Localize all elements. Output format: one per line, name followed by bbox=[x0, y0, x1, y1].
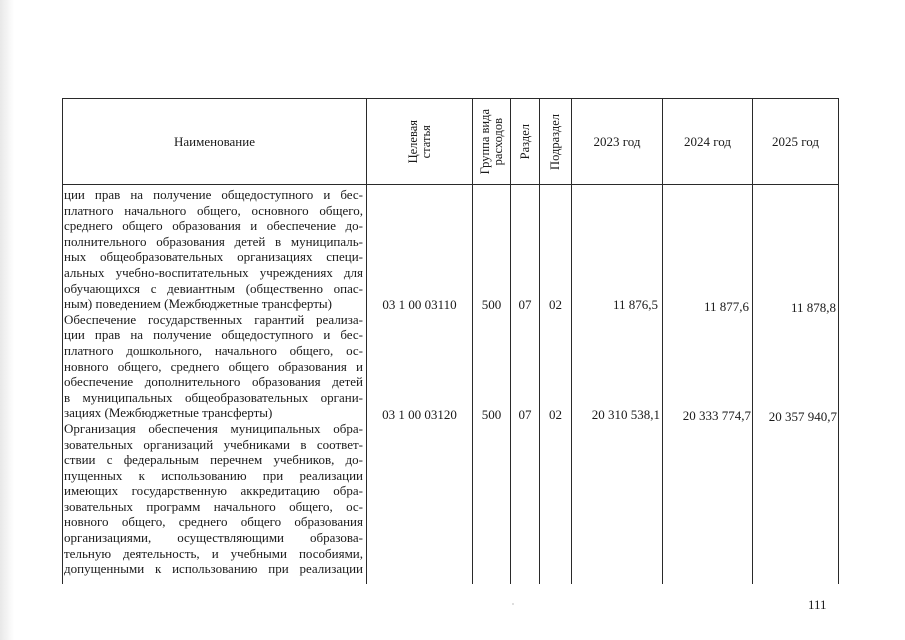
row2-expense-group: 500 bbox=[481, 407, 502, 422]
name-line: организациями, осуществляющими образова- bbox=[64, 530, 363, 546]
row2-2024: 20 333 774,7 bbox=[682, 408, 751, 423]
row1-section: 07 bbox=[518, 297, 532, 312]
name-line: тельную деятельность, и учебными пособиями, bbox=[64, 545, 363, 561]
row2-2023: 20 310 538,1 bbox=[591, 407, 660, 422]
scan-speck bbox=[512, 603, 514, 605]
name-line: обеспечение дополнительного образования детей bbox=[64, 374, 363, 390]
name-line: ным) поведением (Межбюджетные трансферты) bbox=[64, 296, 332, 312]
page-number: 111 bbox=[808, 597, 827, 612]
header-expense-group bbox=[473, 99, 510, 184]
header-subsection bbox=[540, 99, 571, 184]
name-line: зовательных программ начального общего, ос- bbox=[64, 498, 363, 514]
table-border-right bbox=[838, 98, 839, 584]
name-line: ствии с федеральным перечнем учебников, до- bbox=[64, 452, 363, 468]
row2-target-article: 03 1 00 03120 bbox=[382, 407, 457, 422]
name-line: полнительного образования детей в муниципаль- bbox=[64, 233, 363, 249]
header-target-article-label: Целевая статья bbox=[405, 119, 433, 164]
name-line: альных учебно-воспитательных учреждениях для bbox=[64, 264, 363, 280]
header-2024: 2024 год bbox=[684, 133, 731, 149]
row1-2025: 11 878,8 bbox=[790, 300, 836, 315]
name-line: допущенными к использованию при реализации bbox=[64, 561, 363, 577]
row1-2023: 11 876,5 bbox=[612, 297, 658, 312]
row2-subsection: 02 bbox=[549, 407, 562, 422]
row2-section: 07 bbox=[518, 407, 532, 422]
row1-expense-group: 500 bbox=[481, 297, 502, 312]
header-subsection-label: Подраздел bbox=[548, 113, 562, 170]
name-line: платного дошкольного, начального общего, ос- bbox=[64, 342, 363, 358]
name-line: в муниципальных общеобразовательных органи- bbox=[64, 389, 363, 405]
name-line: зациях (Межбюджетные трансферты) bbox=[64, 405, 273, 421]
row1-target-article: 03 1 00 03110 bbox=[382, 297, 457, 312]
header-section bbox=[511, 99, 539, 184]
name-line: ции прав на получение общедоступного и бес- bbox=[64, 187, 363, 202]
name-line: среднего общего образования и обеспечение до- bbox=[64, 218, 363, 234]
name-line: ных общеобразовательных организациях специ- bbox=[64, 249, 363, 265]
name-column-text bbox=[64, 187, 363, 577]
name-line: ции прав на получение общедоступного и бес- bbox=[64, 327, 363, 343]
row1-2024: 11 877,6 bbox=[703, 299, 749, 314]
name-line: имеющих государственную аккредитацию обра- bbox=[64, 483, 363, 499]
name-line: новного общего, среднего общего образования и bbox=[64, 358, 363, 374]
header-section-label: Раздел bbox=[517, 123, 532, 160]
header-2023: 2023 год bbox=[593, 133, 641, 149]
header-2025: 2025 год bbox=[772, 133, 819, 149]
header-expense-group-label: Группа вида расходов bbox=[477, 108, 505, 175]
table-header-bottom-border bbox=[62, 184, 838, 185]
name-line: пущенных к использованию при реализации bbox=[64, 467, 363, 483]
name-line: Организация обеспечения муниципальных обра- bbox=[64, 420, 363, 436]
name-line: зовательных организаций учебниками в соответ- bbox=[64, 436, 363, 452]
header-name: Наименование bbox=[174, 133, 255, 149]
name-line: обучающихся с девиантным (общественно опас- bbox=[64, 280, 363, 296]
header-target-article bbox=[367, 99, 472, 184]
row1-subsection: 02 bbox=[549, 297, 562, 312]
row2-2025: 20 357 940,7 bbox=[768, 409, 837, 424]
name-line: Обеспечение государственных гарантий реализа- bbox=[64, 311, 363, 327]
name-line: новного общего, среднего общего образования bbox=[64, 514, 363, 530]
name-line: платного начального общего, основного общего, bbox=[64, 202, 363, 218]
scan-edge-shadow bbox=[0, 0, 14, 640]
